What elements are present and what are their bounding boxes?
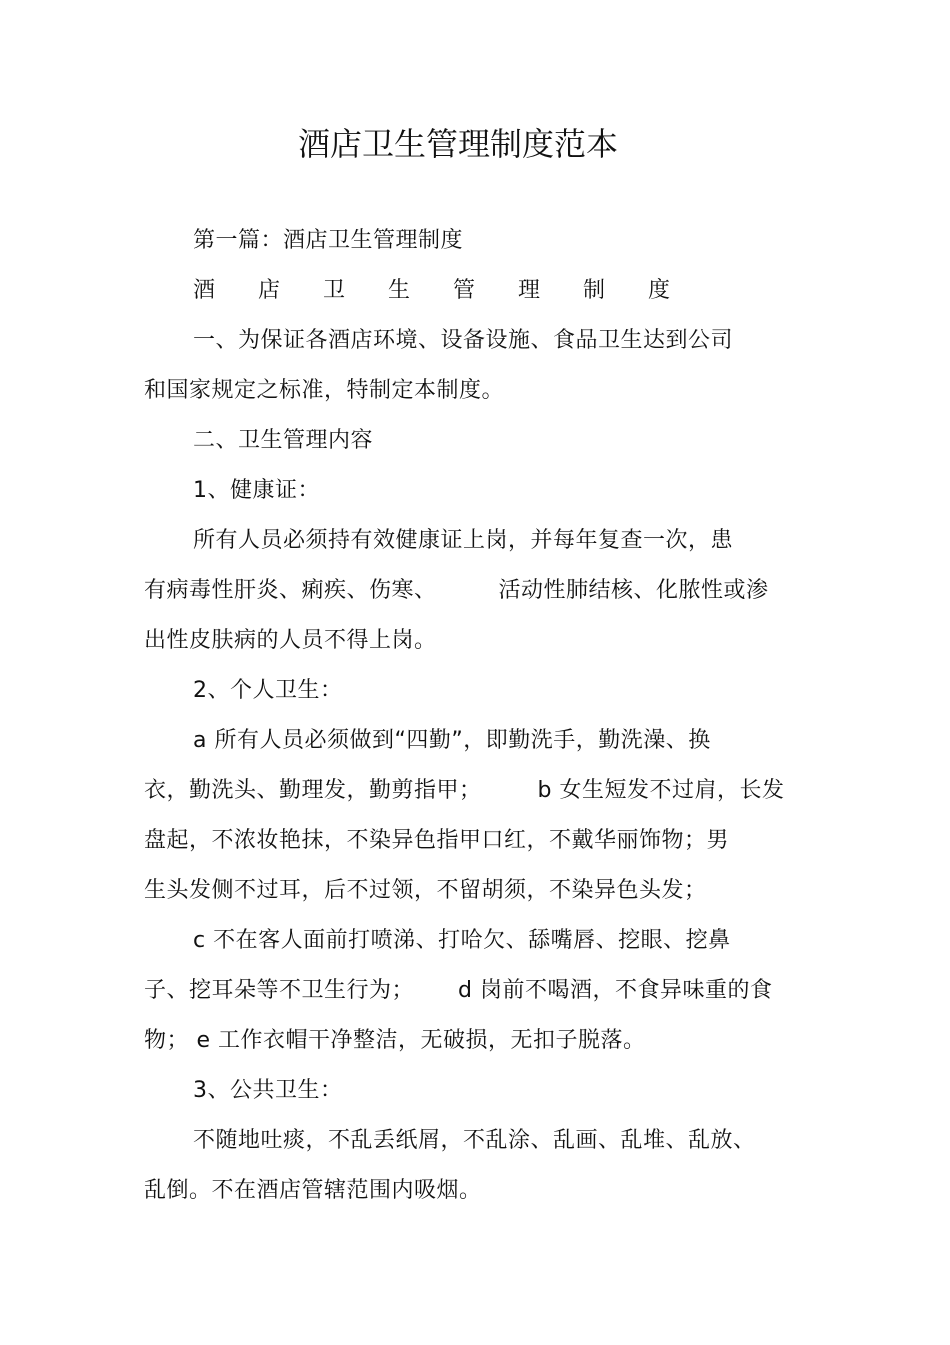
paragraph-1-line-1: 一、为保证各酒店环境、设备设施、食品卫生达到公司 <box>193 328 734 353</box>
item-2-line-6-part-a: 子、挖耳朵等不卫生行为； <box>144 978 415 1003</box>
paragraph-1-line-2: 和国家规定之标准，特制定本制度。 <box>144 378 505 403</box>
item-1-line-2-part-a: 有病毒性肝炎、痢疾、伤寒、 <box>144 578 437 603</box>
item-3-line-1: 不随地吐痰，不乱丢纸屑，不乱涂、乱画、乱堆、乱放、 <box>193 1128 756 1153</box>
item-1-line-3: 出性皮肤病的人员不得上岗。 <box>144 628 437 653</box>
item-2-line-4: 生头发侧不过耳，后不过领，不留胡须，不染异色头发； <box>144 878 707 903</box>
item-3-heading: 3、公共卫生： <box>193 1078 343 1103</box>
section-heading: 第一篇：酒店卫生管理制度 <box>193 228 464 253</box>
item-2-line-6-part-b: d 岗前不喝酒，不食异味重的食 <box>458 978 773 1003</box>
item-2-line-2-part-a: 衣，勤洗头、勤理发，勤剪指甲； <box>144 778 482 803</box>
heading-2: 二、卫生管理内容 <box>193 428 374 453</box>
item-2-line-2-part-b: b 女生短发不过肩，长发 <box>537 778 785 803</box>
item-2-line-5: c 不在客人面前打喷涕、打哈欠、舔嘴唇、挖眼、挖鼻 <box>193 928 731 953</box>
item-2-line-2 <box>144 776 784 806</box>
item-3-line-2: 乱倒。不在酒店管辖范围内吸烟。 <box>144 1178 482 1203</box>
item-2-line-3: 盘起，不浓妆艳抹，不染异色指甲口红，不戴华丽饰物；男 <box>144 828 730 853</box>
item-2-line-6 <box>144 976 772 1006</box>
item-2-heading: 2、个人卫生： <box>193 678 343 703</box>
item-1-line-2 <box>144 576 769 606</box>
item-1-line-1: 所有人员必须持有效健康证上岗，并每年复查一次，患 <box>193 528 734 553</box>
item-1-line-2-part-b: 活动性肺结核、化脓性或渗 <box>498 578 769 603</box>
subtitle: 酒 店 卫 生 管 理 制 度 <box>193 278 688 303</box>
item-1-heading: 1、健康证： <box>193 478 320 503</box>
document-title: 酒店卫生管理制度范本 <box>297 125 618 163</box>
item-2-line-7: 物； e 工作衣帽干净整洁，无破损，无扣子脱落。 <box>144 1028 646 1053</box>
item-2-line-1: a 所有人员必须做到“四勤”，即勤洗手，勤洗澡、换 <box>193 728 711 753</box>
